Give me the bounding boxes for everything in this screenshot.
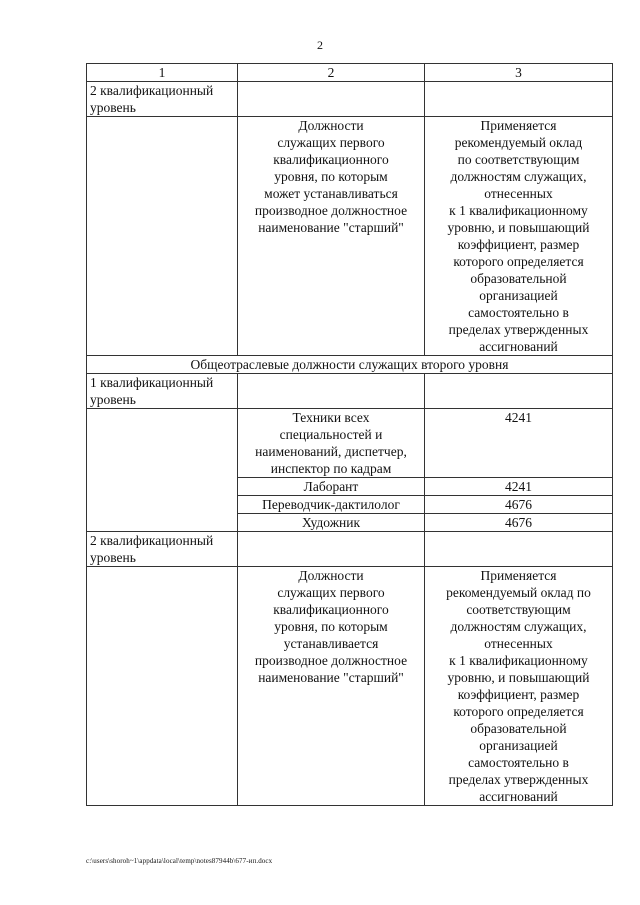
qualification-level-cell: 1 квалификационный уровень (87, 374, 238, 409)
salary-cell: Применяется рекомендуемый оклад по соответствующим должностям служащих, отнесенных к 1 квалификационному уровню, и повышающий коэффициент, размер которого определяется образовательной организацией самостоятельно в пределах утвержденных ассигнований (425, 117, 613, 356)
salary-cell: 4241 (425, 409, 613, 478)
position-cell (238, 374, 425, 409)
salary-cell (425, 532, 613, 567)
salary-cell: 4676 (425, 514, 613, 532)
qualification-level-cell (87, 409, 238, 532)
position-cell: Должности служащих первого квалификационного уровня, по которым может устанавливаться производное должностное наименование "старший" (238, 117, 425, 356)
salary-cell (425, 374, 613, 409)
position-cell: Художник (238, 514, 425, 532)
table-row (87, 567, 613, 806)
qualification-level-cell: 2 квалификационный уровень (87, 532, 238, 567)
table-row (87, 117, 613, 356)
section-title: Общеотраслевые должности служащих второго уровня (87, 356, 613, 374)
qualification-level-cell: 2 квалификационный уровень (87, 82, 238, 117)
salary-cell: 4241 (425, 478, 613, 496)
header-cell-3: 3 (425, 64, 613, 82)
position-cell: Лаборант (238, 478, 425, 496)
table-header-row (87, 64, 613, 82)
qualification-level-cell (87, 117, 238, 356)
position-cell (238, 532, 425, 567)
salary-cell: Применяется рекомендуемый оклад по соответствующим должностям служащих, отнесенных к 1 квалификационному уровню, и повышающий коэффициент, размер которого определяется образовательной организацией самостоятельно в пределах утвержденных ассигнований (425, 567, 613, 806)
header-cell-1: 1 (87, 64, 238, 82)
salary-cell (425, 82, 613, 117)
table-row (87, 409, 613, 478)
qualification-level-cell (87, 567, 238, 806)
position-cell (238, 82, 425, 117)
section-row (87, 356, 613, 374)
position-cell: Переводчик-дактилолог (238, 496, 425, 514)
header-cell-2: 2 (238, 64, 425, 82)
position-cell: Техники всех специальностей и наименований, диспетчер, инспектор по кадрам (238, 409, 425, 478)
salary-table (86, 63, 613, 806)
table-row (87, 532, 613, 567)
table-row (87, 374, 613, 409)
table-row (87, 82, 613, 117)
position-cell: Должности служащих первого квалификационного уровня, по которым устанавливается производное должностное наименование "старший" (238, 567, 425, 806)
salary-cell: 4676 (425, 496, 613, 514)
document-path-footer: c:\users\shoroh~1\appdata\local\temp\notes87944b\677-ип.docx (86, 857, 273, 865)
page-number: 2 (317, 38, 323, 52)
